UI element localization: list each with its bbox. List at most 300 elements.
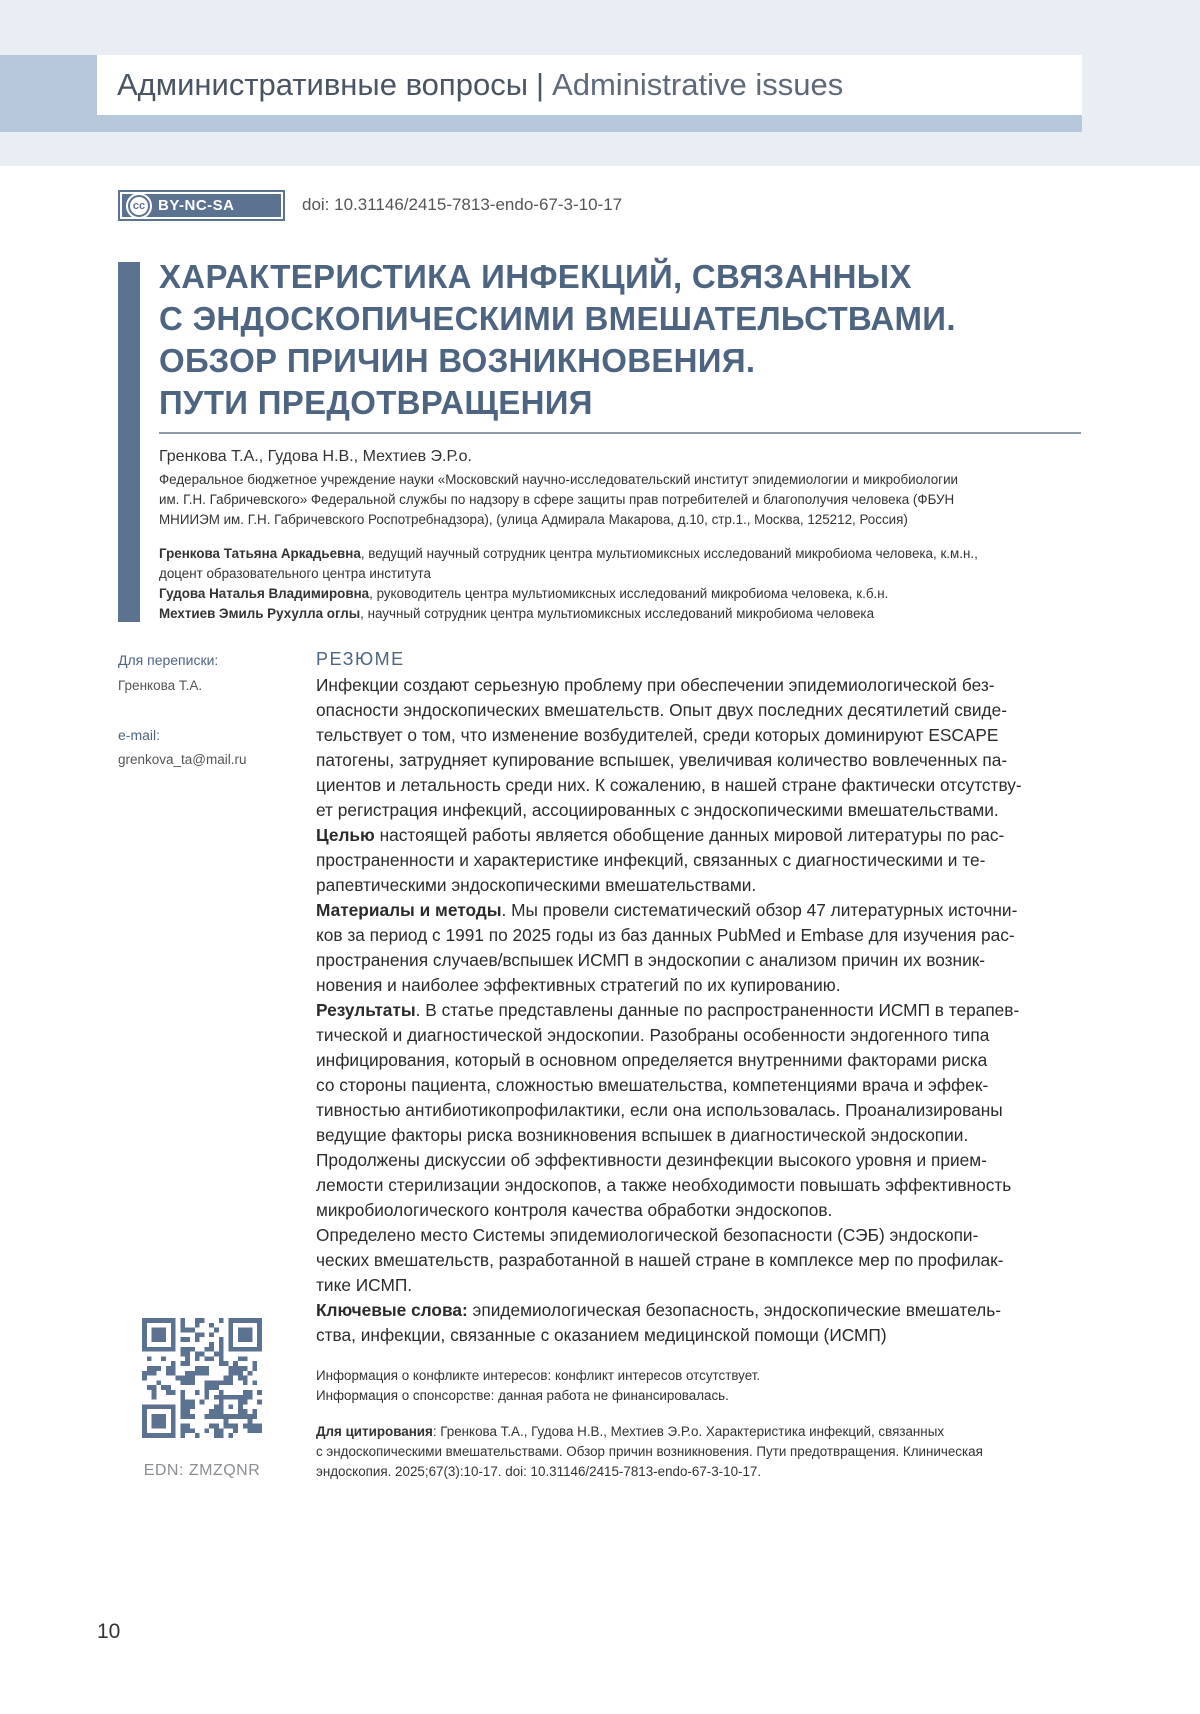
qr-module	[195, 1318, 200, 1323]
citation-line: эндоскопия. 2025;67(3):10-17. doi: 10.31146/2415-7813-endo-67-3-10-17.	[316, 1464, 762, 1479]
abstract-line: ведущие факторы риска возникновения вспышек в диагностической эндоскопии.	[316, 1125, 969, 1145]
qr-module	[228, 1424, 233, 1429]
qr-module	[185, 1356, 190, 1361]
abstract-line: пространения случаев/вспышек ИСМП в эндоскопии с анализом причин их возник-	[316, 950, 986, 970]
qr-module	[233, 1424, 238, 1429]
citation-line: с эндоскопическими вмешательствами. Обзор причин возникновения. Пути предотвращения. Клиническая	[316, 1444, 983, 1459]
article-title	[159, 256, 1059, 424]
qr-module	[238, 1366, 243, 1371]
abstract-line: лемости стерилизации эндоскопов, а также необходимости повышать эффективность	[316, 1175, 1012, 1195]
doi-link[interactable]: doi: 10.31146/2415-7813-endo-67-3-10-17	[302, 195, 623, 214]
qr-module	[180, 1347, 185, 1352]
author-bio-cont: доцент образовательного центра института	[159, 566, 431, 581]
qr-module	[204, 1414, 209, 1419]
qr-module	[142, 1347, 147, 1352]
qr-module	[243, 1409, 248, 1414]
qr-module	[200, 1318, 205, 1323]
qr-module	[180, 1414, 185, 1419]
qr-module	[228, 1328, 233, 1333]
qr-module	[238, 1409, 243, 1414]
qr-module	[171, 1409, 176, 1414]
qr-module	[243, 1356, 248, 1361]
qr-module	[257, 1332, 262, 1337]
abstract-body	[316, 673, 1086, 1348]
qr-module	[152, 1414, 157, 1419]
qr-module	[219, 1347, 224, 1352]
section-header	[97, 55, 1082, 115]
qr-module	[171, 1371, 176, 1376]
abstract-line: пространенности и характеристике инфекций, связанных с диагностическими и те-	[316, 850, 986, 870]
qr-module	[166, 1371, 171, 1376]
qr-module	[204, 1366, 209, 1371]
qr-module	[152, 1337, 157, 1342]
qr-module	[171, 1428, 176, 1433]
qr-module	[142, 1328, 147, 1333]
qr-module	[200, 1366, 205, 1371]
abstract-line: микробиологического контроля качества обработки эндоскопов.	[316, 1200, 833, 1220]
qr-module	[204, 1395, 209, 1400]
qr-module	[243, 1318, 248, 1323]
title-accent-bar	[118, 262, 140, 622]
qr-module	[147, 1347, 152, 1352]
author-bio	[159, 584, 1084, 604]
qr-module	[228, 1323, 233, 1328]
qr-module	[171, 1347, 176, 1352]
qr-module	[180, 1395, 185, 1400]
qr-module	[228, 1347, 233, 1352]
qr-module	[243, 1380, 248, 1385]
qr-module	[152, 1395, 157, 1400]
qr-module	[142, 1404, 147, 1409]
qr-module	[209, 1385, 214, 1390]
abstract-line: ков за период с 1991 по 2025 годы из баз данных PubMed и Embase для изучения рас-	[316, 925, 1015, 945]
methods-label: Материалы и методы	[316, 900, 502, 920]
citation-label: Для цитирования	[316, 1424, 433, 1439]
qr-module	[185, 1400, 190, 1405]
qr-module	[238, 1332, 243, 1337]
qr-module	[233, 1318, 238, 1323]
results-label: Результаты	[316, 1000, 416, 1020]
qr-module	[180, 1390, 185, 1395]
qr-module	[214, 1385, 219, 1390]
qr-module	[180, 1380, 185, 1385]
qr-module	[238, 1400, 243, 1405]
qr-module	[152, 1433, 157, 1438]
abstract-line: новения и наиболее эффективных стратегий по их купированию.	[316, 975, 841, 995]
qr-module	[156, 1380, 161, 1385]
qr-module	[204, 1390, 209, 1395]
qr-module	[243, 1414, 248, 1419]
qr-module	[257, 1342, 262, 1347]
qr-module	[195, 1366, 200, 1371]
qr-module	[252, 1409, 257, 1414]
disclosures	[316, 1366, 1086, 1406]
qr-module	[180, 1424, 185, 1429]
qr-module	[204, 1428, 209, 1433]
creative-commons-icon: cc	[128, 195, 150, 217]
qr-module	[238, 1371, 243, 1376]
keywords-label: Ключевые слова:	[316, 1300, 468, 1320]
qr-module	[243, 1376, 248, 1381]
qr-module	[161, 1385, 166, 1390]
qr-module	[185, 1337, 190, 1342]
keywords-line	[316, 1298, 1086, 1323]
qr-module	[228, 1366, 233, 1371]
qr-module	[161, 1404, 166, 1409]
qr-module	[224, 1380, 229, 1385]
author-bio	[159, 604, 1084, 624]
qr-module	[219, 1428, 224, 1433]
qr-module	[152, 1366, 157, 1371]
qr-module	[195, 1337, 200, 1342]
qr-module	[257, 1424, 262, 1429]
qr-module	[209, 1414, 214, 1419]
qr-module	[190, 1414, 195, 1419]
abstract-line: тивностью антибиотикопрофилактики, если она использовалась. Проанализированы	[316, 1100, 1003, 1120]
qr-module	[248, 1414, 253, 1419]
citation-line	[316, 1422, 1086, 1442]
qr-module	[214, 1328, 219, 1333]
qr-module	[147, 1371, 152, 1376]
qr-module	[224, 1361, 229, 1366]
qr-module	[166, 1318, 171, 1323]
cc-license-badge[interactable]	[118, 190, 285, 221]
qr-code-icon[interactable]	[142, 1318, 262, 1438]
abstract-line: опасности эндоскопических вмешательств. Опыт двух последних десятилетий свиде-	[316, 700, 1008, 720]
qr-module	[257, 1323, 262, 1328]
abstract-line: тельствует о том, что изменение возбудителей, среди которых доминируют ESCAPE	[316, 725, 999, 745]
qr-module	[171, 1323, 176, 1328]
aim-text: настоящей работы является обобщение данных мировой литературы по рас-	[374, 825, 1005, 845]
qr-module	[147, 1404, 152, 1409]
qr-module	[257, 1328, 262, 1333]
title-divider	[159, 432, 1081, 434]
author-bios	[159, 544, 1084, 624]
license-inner	[122, 194, 281, 217]
qr-module	[238, 1404, 243, 1409]
qr-module	[176, 1376, 181, 1381]
qr-module	[147, 1318, 152, 1323]
qr-module	[238, 1356, 243, 1361]
qr-module	[156, 1419, 161, 1424]
qr-module	[142, 1376, 147, 1381]
qr-module	[195, 1356, 200, 1361]
qr-module	[142, 1342, 147, 1347]
edn-code: EDN: ZMZQNR	[143, 1462, 261, 1479]
qr-module	[180, 1376, 185, 1381]
qr-module	[180, 1433, 185, 1438]
qr-module	[252, 1380, 257, 1385]
qr-module	[238, 1347, 243, 1352]
qr-module	[152, 1318, 157, 1323]
qr-module	[161, 1433, 166, 1438]
qr-module	[233, 1395, 238, 1400]
qr-module	[152, 1404, 157, 1409]
qr-module	[200, 1352, 205, 1357]
correspondence-label: Для переписки:	[118, 652, 219, 668]
abstract-line: Продолжены дискуссии об эффективности дезинфекции высокого уровня и прием-	[316, 1150, 987, 1170]
qr-module	[171, 1419, 176, 1424]
qr-module	[248, 1424, 253, 1429]
qr-module	[152, 1328, 157, 1333]
qr-module	[228, 1414, 233, 1419]
email-link[interactable]: grenkova_ta@mail.ru	[118, 752, 247, 767]
qr-module	[142, 1409, 147, 1414]
abstract-line: ет регистрация инфекций, ассоциированных с эндоскопическими вмешательствами.	[316, 800, 999, 820]
abstract-line: патогены, затрудняет купирование вспышек, увеличивая количество вовлеченных па-	[316, 750, 1008, 770]
qr-module	[195, 1332, 200, 1337]
qr-module	[238, 1395, 243, 1400]
qr-module	[171, 1337, 176, 1342]
qr-module	[185, 1371, 190, 1376]
qr-module	[233, 1361, 238, 1366]
qr-module	[185, 1376, 190, 1381]
qr-module	[204, 1371, 209, 1376]
qr-module	[195, 1433, 200, 1438]
qr-module	[171, 1433, 176, 1438]
qr-module	[161, 1356, 166, 1361]
qr-module	[142, 1318, 147, 1323]
qr-module	[171, 1361, 176, 1366]
qr-module	[257, 1347, 262, 1352]
qr-module	[252, 1424, 257, 1429]
qr-module	[142, 1414, 147, 1419]
qr-module	[214, 1428, 219, 1433]
methods-line	[316, 898, 1086, 923]
qr-module	[219, 1361, 224, 1366]
qr-module	[228, 1342, 233, 1347]
qr-module	[161, 1424, 166, 1429]
qr-module	[224, 1414, 229, 1419]
qr-module	[257, 1428, 262, 1433]
author-role: , руководитель центра мультиомиксных исследований микробиома человека, к.б.н.	[369, 586, 889, 601]
methods-text: . Мы провели систематический обзор 47 литературных источни-	[501, 900, 1018, 920]
qr-module	[209, 1356, 214, 1361]
qr-module	[180, 1318, 185, 1323]
qr-module	[171, 1318, 176, 1323]
qr-module	[257, 1390, 262, 1395]
qr-module	[238, 1337, 243, 1342]
qr-module	[166, 1390, 171, 1395]
conflict-note: Информация о конфликте интересов: конфликт интересов отсутствует.	[316, 1368, 761, 1383]
qr-module	[228, 1433, 233, 1438]
qr-module	[219, 1356, 224, 1361]
qr-module	[228, 1404, 233, 1409]
abstract-line: тике ИСМП.	[316, 1275, 413, 1295]
qr-module	[156, 1337, 161, 1342]
qr-module	[180, 1404, 185, 1409]
qr-module	[209, 1342, 214, 1347]
qr-module	[214, 1414, 219, 1419]
qr-module	[156, 1347, 161, 1352]
email-label: e-mail:	[118, 727, 161, 743]
qr-module	[142, 1323, 147, 1328]
qr-module	[152, 1371, 157, 1376]
qr-module	[161, 1347, 166, 1352]
affiliation-line: МНИИЭМ им. Г.Н. Габричевского Роспотребнадзора), (улица Адмирала Макарова, д.10, стр.1., Москва, 125212, Россия)	[159, 512, 908, 527]
authors-line: Гренкова Т.А., Гудова Н.В., Мехтиев Э.Р.о.	[159, 448, 472, 465]
qr-module	[147, 1366, 152, 1371]
qr-module	[171, 1414, 176, 1419]
qr-module	[243, 1400, 248, 1405]
section-title-ru: Административные вопросы	[117, 67, 528, 102]
abstract-line: ства, инфекции, связанные с оказанием медицинской помощи (ИСМП)	[316, 1325, 887, 1345]
qr-module	[214, 1395, 219, 1400]
qr-module	[209, 1347, 214, 1352]
qr-module	[147, 1356, 152, 1361]
results-text: . В статье представлены данные по распространенности ИСМП в терапев-	[415, 1000, 1020, 1020]
qr-module	[228, 1371, 233, 1376]
qr-module	[200, 1400, 205, 1405]
qr-module	[257, 1337, 262, 1342]
qr-module	[252, 1318, 257, 1323]
qr-module	[233, 1347, 238, 1352]
abstract-heading: РЕЗЮМЕ	[316, 649, 405, 669]
qr-module	[228, 1376, 233, 1381]
qr-module	[248, 1337, 253, 1342]
qr-module	[238, 1318, 243, 1323]
qr-module	[214, 1433, 219, 1438]
abstract-line: циентов и летальность среди них. К сожалению, в нашей стране фактически отсутству-	[316, 775, 1022, 795]
qr-module	[219, 1318, 224, 1323]
qr-module	[214, 1424, 219, 1429]
qr-module	[224, 1376, 229, 1381]
qr-module	[209, 1424, 214, 1429]
qr-module	[252, 1428, 257, 1433]
author-bio	[159, 544, 1084, 564]
qr-module	[152, 1347, 157, 1352]
qr-module	[156, 1433, 161, 1438]
qr-module	[185, 1414, 190, 1419]
abstract-line: со стороны пациента, сложностью вмешательства, компетенциями врача и эффек-	[316, 1075, 989, 1095]
qr-module	[171, 1404, 176, 1409]
affiliation-line: им. Г.Н. Габричевского» Федеральной службы по надзору в сфере защиты прав потребителей и благополучия человека (ФБУН	[159, 492, 955, 507]
qr-module	[248, 1419, 253, 1424]
qr-module	[195, 1390, 200, 1395]
qr-module	[204, 1347, 209, 1352]
abstract-line: Определено место Системы эпидемиологической безопасности (СЭБ) эндоскопи-	[316, 1225, 979, 1245]
qr-module	[243, 1337, 248, 1342]
qr-module	[190, 1328, 195, 1333]
qr-module	[147, 1433, 152, 1438]
qr-module	[243, 1390, 248, 1395]
qr-module	[248, 1332, 253, 1337]
qr-module	[166, 1347, 171, 1352]
qr-module	[171, 1328, 176, 1333]
qr-module	[238, 1328, 243, 1333]
qr-module	[156, 1366, 161, 1371]
qr-module	[171, 1342, 176, 1347]
qr-module	[156, 1332, 161, 1337]
qr-module	[161, 1419, 166, 1424]
qr-module	[185, 1380, 190, 1385]
qr-module	[180, 1337, 185, 1342]
qr-module	[147, 1385, 152, 1390]
qr-module	[219, 1395, 224, 1400]
qr-module	[200, 1371, 205, 1376]
author-role: , ведущий научный сотрудник центра мультиомиксных исследований микробиома человека, к.м.н.,	[360, 546, 978, 561]
qr-module	[219, 1433, 224, 1438]
license-label: BY-NC-SA	[158, 197, 235, 214]
title-line: С ЭНДОСКОПИЧЕСКИМИ ВМЕШАТЕЛЬСТВАМИ.	[159, 300, 956, 337]
qr-module	[142, 1332, 147, 1337]
qr-module	[161, 1328, 166, 1333]
qr-module	[243, 1332, 248, 1337]
qr-module	[219, 1337, 224, 1342]
qr-module	[248, 1428, 253, 1433]
correspondence-value: Гренкова Т.А.	[118, 678, 203, 693]
qr-module	[166, 1385, 171, 1390]
section-title-en: Administrative issues	[552, 67, 844, 102]
qr-module	[152, 1419, 157, 1424]
author-name: Мехтиев Эмиль Рухулла оглы	[159, 606, 361, 621]
qr-module	[156, 1424, 161, 1429]
qr-module	[171, 1366, 176, 1371]
title-line: ХАРАКТЕРИСТИКА ИНФЕКЦИЙ, СВЯЗАННЫХ	[159, 258, 912, 295]
qr-module	[219, 1390, 224, 1395]
qr-module	[156, 1404, 161, 1409]
qr-module	[257, 1400, 262, 1405]
qr-module	[233, 1371, 238, 1376]
abstract-line: рапевтическими эндоскопическими вмешательствами.	[316, 875, 757, 895]
qr-module	[190, 1347, 195, 1352]
qr-module	[243, 1328, 248, 1333]
qr-module	[142, 1433, 147, 1438]
qr-module	[190, 1376, 195, 1381]
title-line: ОБЗОР ПРИЧИН ВОЗНИКНОВЕНИЯ.	[159, 342, 756, 379]
qr-module	[224, 1419, 229, 1424]
aim-label: Целью	[316, 825, 375, 845]
qr-module	[142, 1419, 147, 1424]
qr-module	[185, 1361, 190, 1366]
citation	[316, 1422, 1086, 1482]
qr-module	[248, 1328, 253, 1333]
qr-module	[185, 1428, 190, 1433]
affiliation-line: Федеральное бюджетное учреждение науки «Московский научно-исследовательский институт эпидемиологии и микробиологии	[159, 472, 959, 487]
author-role: , научный сотрудник центра мультиомиксных исследований микробиома человека	[360, 606, 875, 621]
qr-module	[180, 1328, 185, 1333]
qr-module	[200, 1332, 205, 1337]
qr-module	[219, 1380, 224, 1385]
qr-module	[248, 1318, 253, 1323]
qr-module	[209, 1323, 214, 1328]
qr-module	[195, 1323, 200, 1328]
qr-module	[171, 1390, 176, 1395]
qr-module	[214, 1409, 219, 1414]
qr-module	[233, 1428, 238, 1433]
qr-module	[152, 1390, 157, 1395]
author-name: Гудова Наталья Владимировна	[159, 586, 370, 601]
qr-module	[214, 1380, 219, 1385]
qr-module	[252, 1361, 257, 1366]
qr-module	[252, 1414, 257, 1419]
title-line: ПУТИ ПРЕДОТВРАЩЕНИЯ	[159, 384, 593, 421]
qr-module	[228, 1318, 233, 1323]
qr-module	[204, 1356, 209, 1361]
qr-module	[166, 1433, 171, 1438]
qr-module	[219, 1400, 224, 1405]
funding-note: Информация о спонсорстве: данная работа не финансировалась.	[316, 1388, 729, 1403]
qr-module	[228, 1395, 233, 1400]
qr-module	[257, 1318, 262, 1323]
qr-module	[180, 1409, 185, 1414]
qr-module	[219, 1352, 224, 1357]
qr-module	[161, 1332, 166, 1337]
qr-module	[228, 1337, 233, 1342]
qr-module	[185, 1424, 190, 1429]
qr-module	[171, 1332, 176, 1337]
qr-module	[224, 1395, 229, 1400]
